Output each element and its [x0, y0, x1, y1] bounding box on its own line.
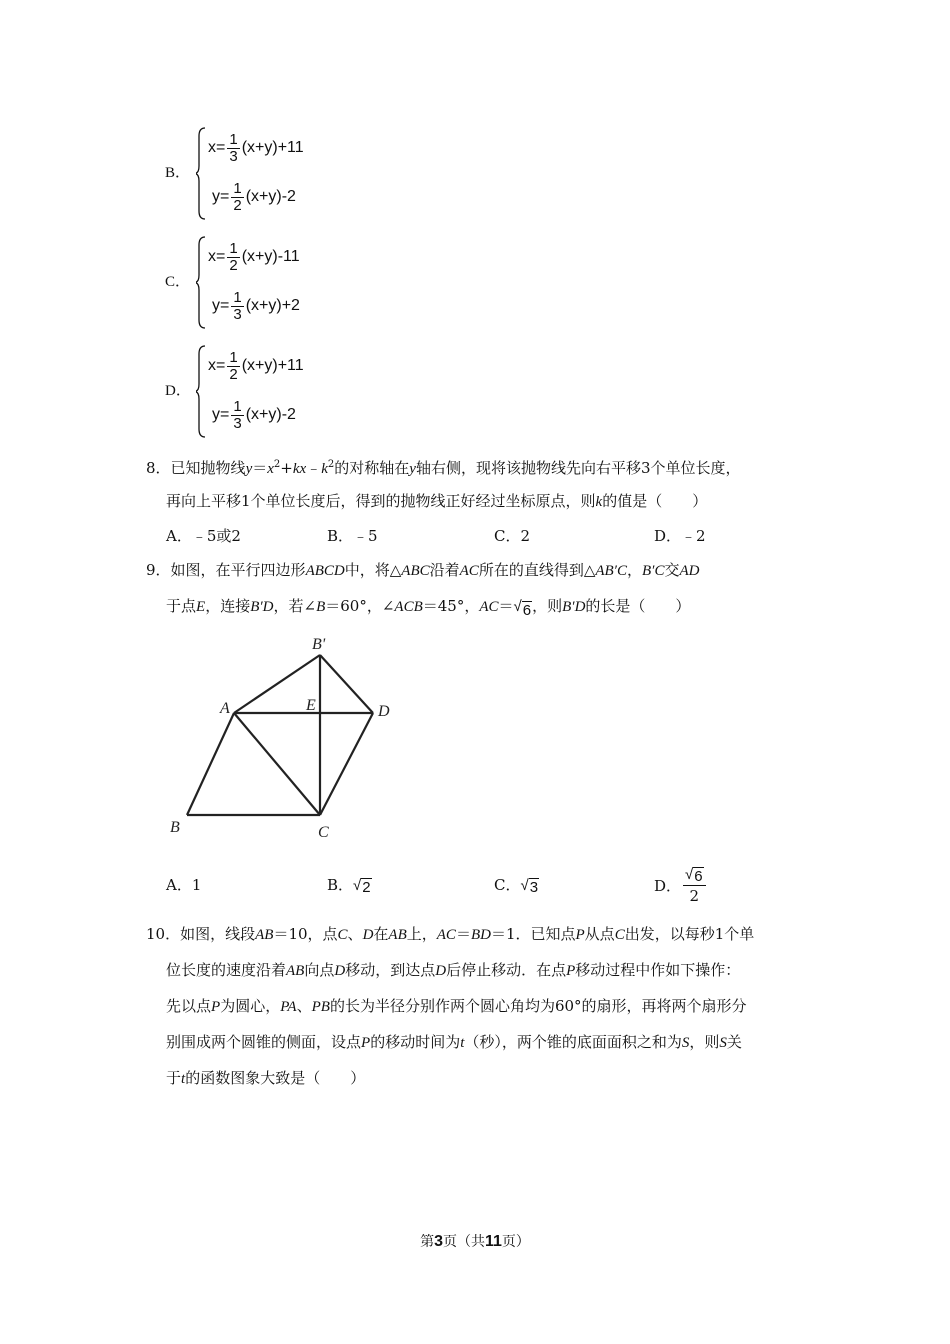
option-d: D． √ 6 2 [654, 864, 708, 906]
equation-system [196, 344, 396, 439]
option-d: D．﹣2 [654, 527, 706, 545]
option-a: A．1 [166, 876, 202, 894]
equation-system [196, 235, 396, 330]
parallelogram-figure [160, 625, 420, 850]
option-b: B． √ 2 [327, 876, 371, 896]
question-9-line-2: 于点E，连接B′D，若∠B＝60°，∠ACB＝45°，AC＝ √ 6 ，则B′D的长是（ ） [166, 597, 691, 619]
left-brace-icon [196, 344, 208, 439]
question-9-line-1: 9．如图，在平行四边形ABCD中，将△ABC沿着AC所在的直线得到△AB′C，B′C交AD [146, 561, 700, 579]
label-e: E [306, 697, 316, 714]
sqrt-3: √ 3 [520, 877, 539, 896]
option-b: B．﹣5 [327, 527, 378, 545]
equation-x: x= $\frac{1}{3}$ (x+y)+11 [208, 130, 304, 165]
page-footer: 第3页（共11页） [420, 1233, 530, 1250]
label-a: A [220, 700, 230, 717]
fraction-sqrt6-over-2: √ 6 2 [683, 864, 706, 906]
left-brace-icon [196, 126, 208, 221]
option-c: C． √ 3 [494, 876, 539, 896]
segment-cd [320, 713, 373, 815]
option-letter: B． [165, 165, 191, 181]
equation-y: y= $\frac{1}{3}$ (x+y)-2 [212, 397, 296, 432]
page-number: 3 [434, 1233, 443, 1250]
sqrt-2: √ 2 [353, 877, 371, 896]
equation-y: y= $\frac{1}{3}$ (x+y)+2 [212, 288, 300, 323]
segment-ab [187, 713, 234, 815]
equation-system [196, 126, 396, 221]
equation-x: x= $\frac{1}{2}$ (x+y)+11 [208, 348, 304, 383]
label-b: B [170, 819, 180, 836]
question-8-line-2: 再向上平移1个单位长度后，得到的抛物线正好经过坐标原点，则k的值是（ ） [166, 492, 708, 510]
equation-x: x= $\frac{1}{2}$ (x+y)-11 [208, 239, 300, 274]
question-10-line-5: 于t的函数图象大致是（ ） [166, 1069, 366, 1087]
label-d: D [378, 703, 390, 720]
option-letter: C． [165, 274, 191, 290]
option-letter: D． [165, 383, 191, 399]
left-brace-icon [196, 235, 208, 330]
question-8-line-1: 8．已知抛物线$y=x^2+kx﹣k^2$的对称轴在y轴右侧，现将该抛物线先向右平移3个单位长度， [146, 459, 741, 477]
page-total: 11 [484, 1233, 502, 1250]
equation-y: y= $\frac{1}{2}$ (x+y)-2 [212, 179, 296, 214]
label-b-prime: B' [312, 636, 326, 653]
question-10-line-3: 先以点P为圆心，PA、PB的长为半径分别作两个圆心角均为60°的扇形，再将两个扇形分 [166, 997, 747, 1015]
option-a: A．﹣5或2 [166, 527, 241, 545]
sqrt-6: √ 6 [513, 598, 532, 619]
segment-ac [234, 713, 320, 815]
question-10-line-2: 位长度的速度沿着AB向点D移动，到达点D后停止移动．在点P移动过程中作如下操作： [166, 961, 741, 979]
segment-b-prime-d [320, 655, 373, 713]
question-10-line-4: 别围成两个圆锥的侧面，设点P的移动时间为t（秒），两个锥的底面面积之和为S，则S关 [166, 1033, 742, 1051]
question-10-line-1: 10．如图，线段AB＝10，点C、D在AB上，AC＝BD＝1．已知点P从点C出发，以每秒1个单 [146, 925, 755, 943]
option-c: C．2 [494, 527, 531, 545]
label-c: C [318, 824, 329, 841]
